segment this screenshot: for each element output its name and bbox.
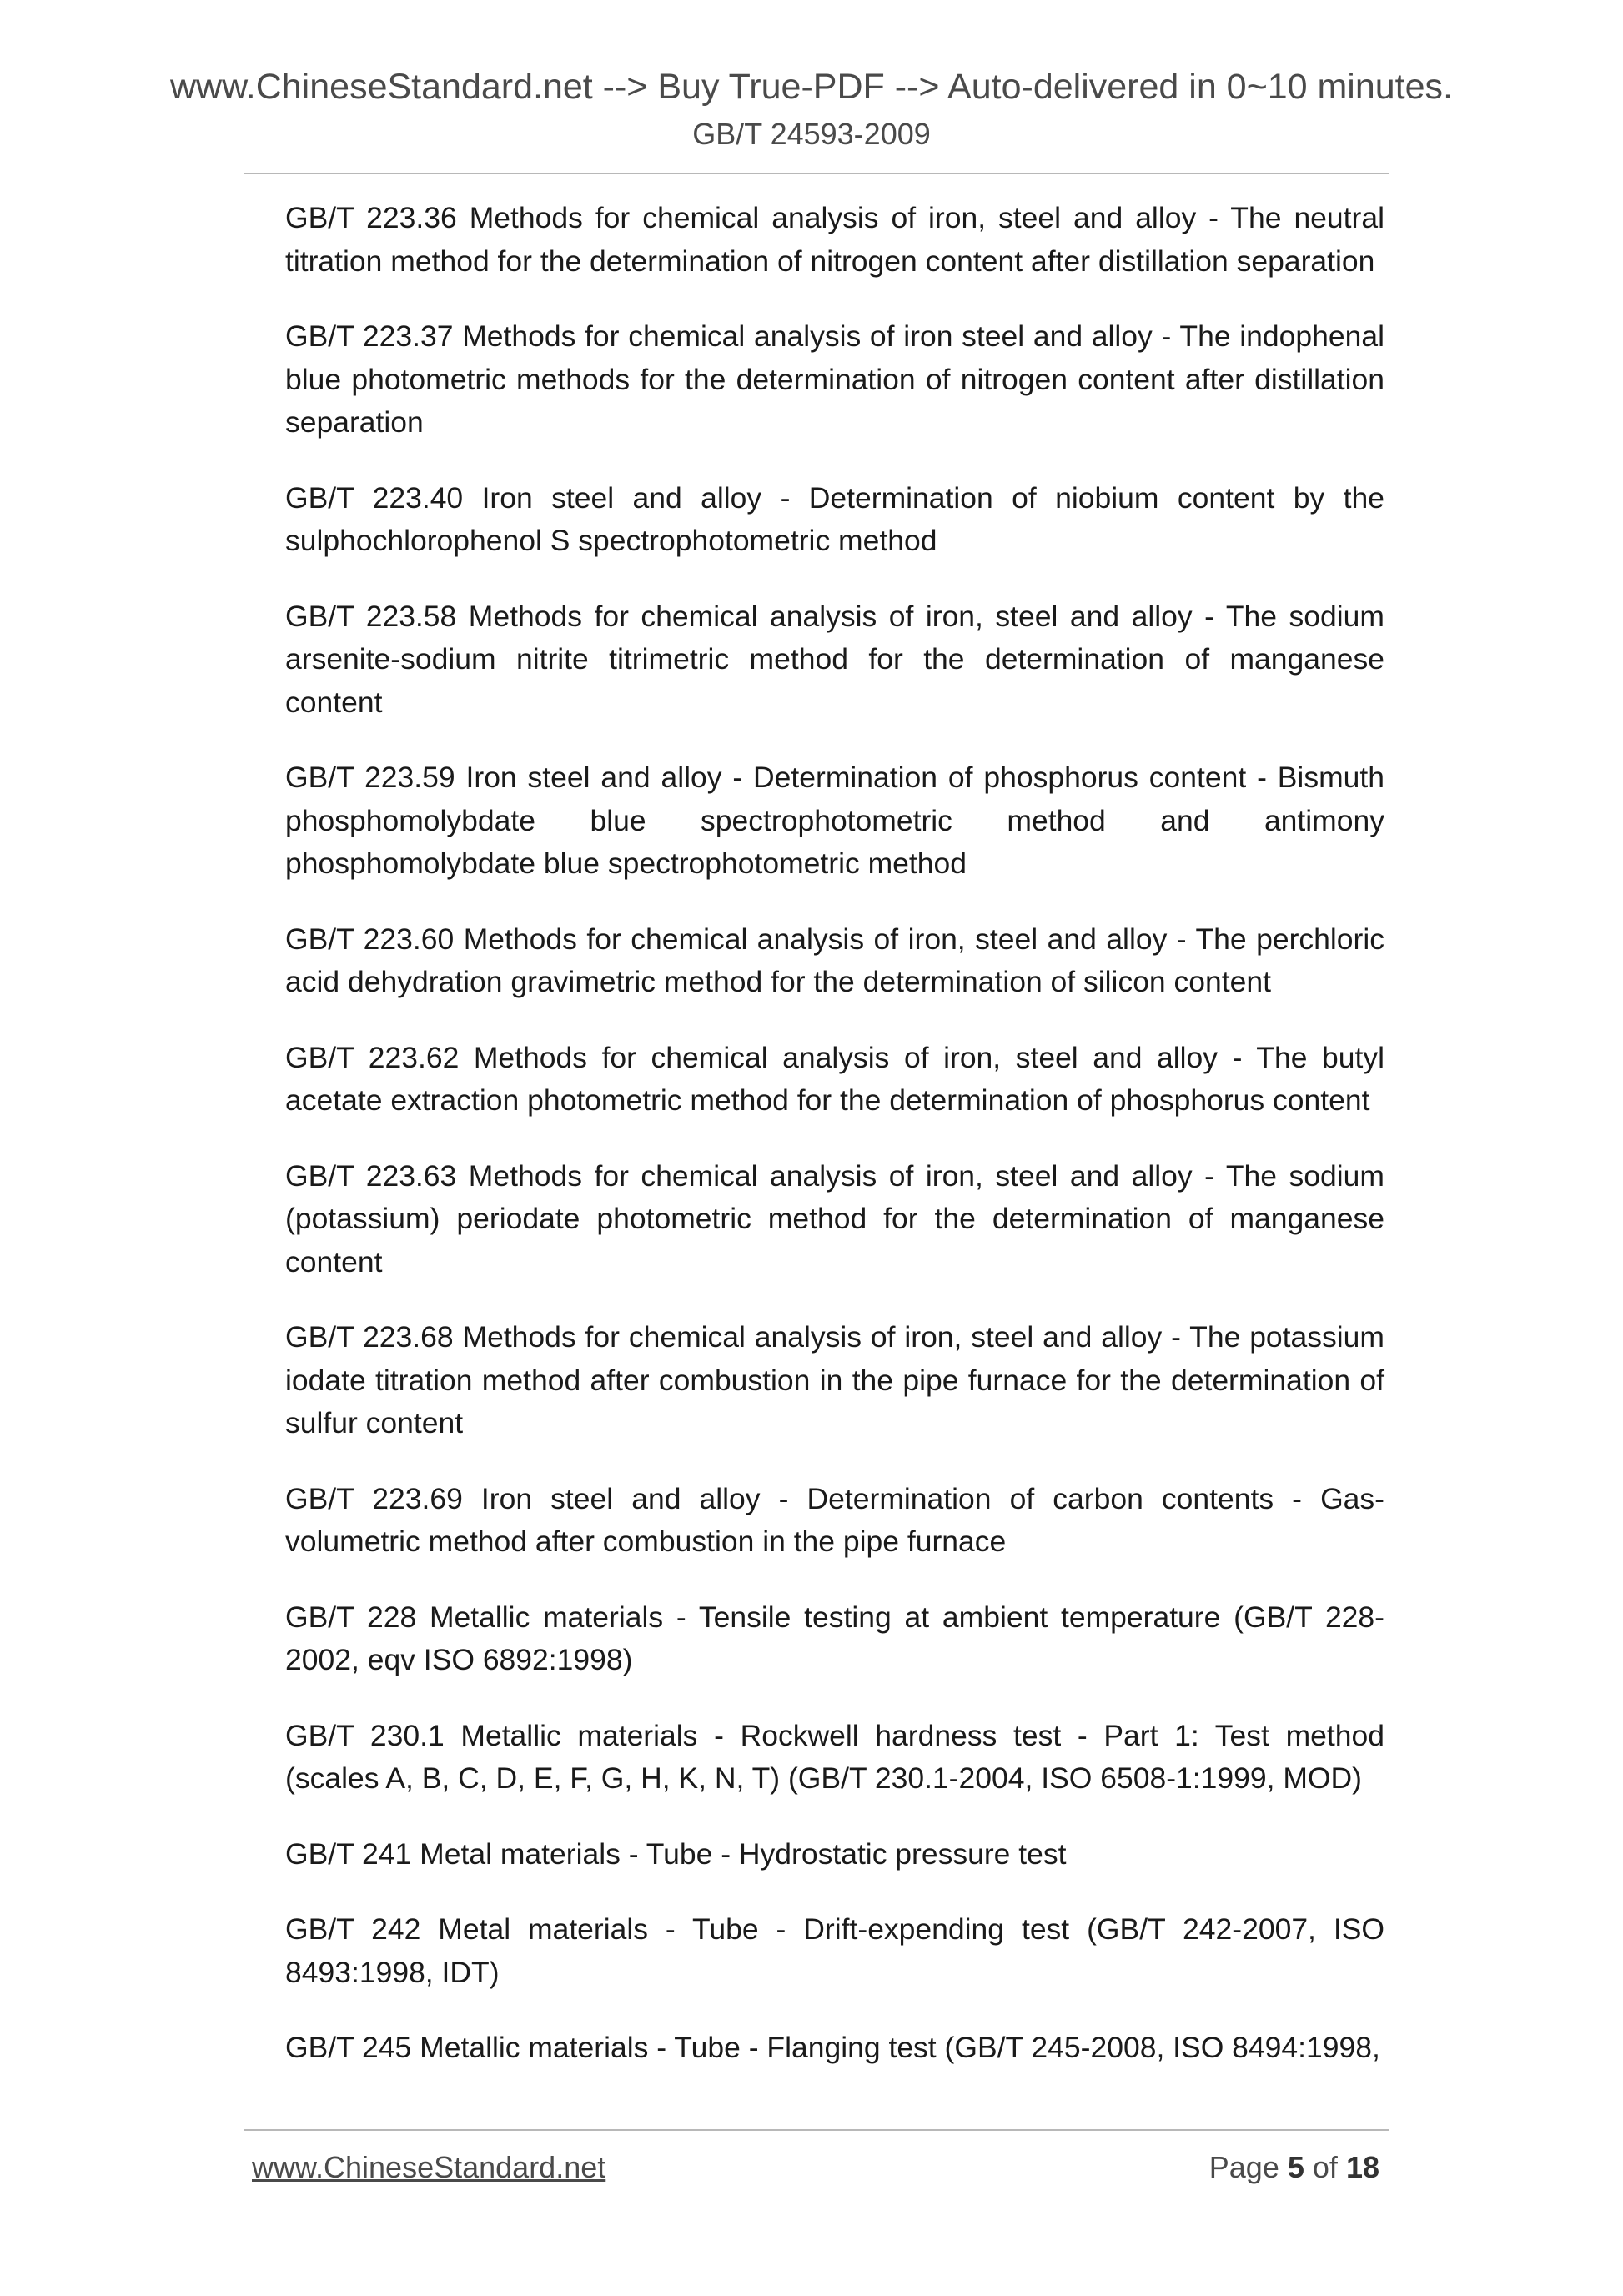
reference-entry: GB/T 223.63 Methods for chemical analysis of iron, steel and alloy - The sodium (potassium) periodate photometric method for the determination of manganese content [285,1158,1384,1279]
page-total: 18 [1345,2150,1379,2184]
header-banner: www.ChineseStandard.net --> Buy True-PDF --> Auto-delivered in 0~10 minutes. [169,67,1453,107]
reference-entry: GB/T 223.62 Methods for chemical analysis of iron, steel and alloy - The butyl acetate extraction photometric method for the determination of phosphorus content [285,1040,1384,1117]
footer-divider [244,2129,1389,2131]
reference-entry: GB/T 230.1 Metallic materials - Rockwell hardness test - Part 1: Test method (scales A, B, C, D, E, F, G, H, K, N, T) (GB/T 230.1-2004, ISO 6508-1:1999, MOD) [285,1718,1384,1795]
reference-entry: GB/T 223.59 Iron steel and alloy - Determination of phosphorus content - Bismuth phosphomolybdate blue spectrophotometric method and antimony phosphomolybdate blue spectrophotometric method [285,761,1384,880]
reference-entry: GB/T 241 Metal materials - Tube - Hydrostatic pressure test [285,1836,1067,1871]
reference-entry: GB/T 223.40 Iron steel and alloy - Determination of niobium content by the sulphochlorophenol S spectrophotometric method [285,480,1384,557]
reference-entry: GB/T 223.37 Methods for chemical analysis of iron steel and alloy - The indophenal blue photometric methods for the determination of nitrogen content after distillation separation [285,319,1384,439]
document-id: GB/T 24593-2009 [692,117,931,151]
page-current: 5 [1287,2150,1304,2184]
reference-entry: GB/T 245 Metallic materials - Tube - Flanging test (GB/T 245-2008, ISO 8494:1998, [285,2031,1380,2064]
reference-entry: GB/T 228 Metallic materials - Tensile testing at ambient temperature (GB/T 228-2002, eqv ISO 6892:1998) [285,1600,1384,1676]
page-number [1209,2148,1379,2187]
reference-entry: GB/T 223.58 Methods for chemical analysis of iron, steel and alloy - The sodium arsenite-sodium nitrite titrimetric method for the determination of manganese content [285,599,1384,719]
reference-entry: GB/T 223.69 Iron steel and alloy - Determination of carbon contents - Gas-volumetric method after combustion in the pipe furnace [285,1481,1384,1558]
reference-entry: GB/T 223.60 Methods for chemical analysis of iron, steel and alloy - The perchloric acid dehydration gravimetric method for the determination of silicon content [285,922,1384,998]
header-divider [244,173,1389,174]
reference-entry: GB/T 223.68 Methods for chemical analysis of iron, steel and alloy - The potassium iodate titration method after combustion in the pipe furnace for the determination of sulfur content [285,1320,1384,1439]
footer-site-link[interactable]: www.ChineseStandard.net [252,2150,606,2184]
page-of: of [1312,2150,1338,2184]
reference-entry: GB/T 223.36 Methods for chemical analysis of iron, steel and alloy - The neutral titration method for the determination of nitrogen content after distillation separation [285,201,1384,278]
page-label: Page [1208,2150,1279,2184]
reference-entry: GB/T 242 Metal materials - Tube - Drift-expending test (GB/T 242-2007, ISO 8493:1998, IDT) [285,1912,1384,1989]
references-list [285,197,1384,2103]
